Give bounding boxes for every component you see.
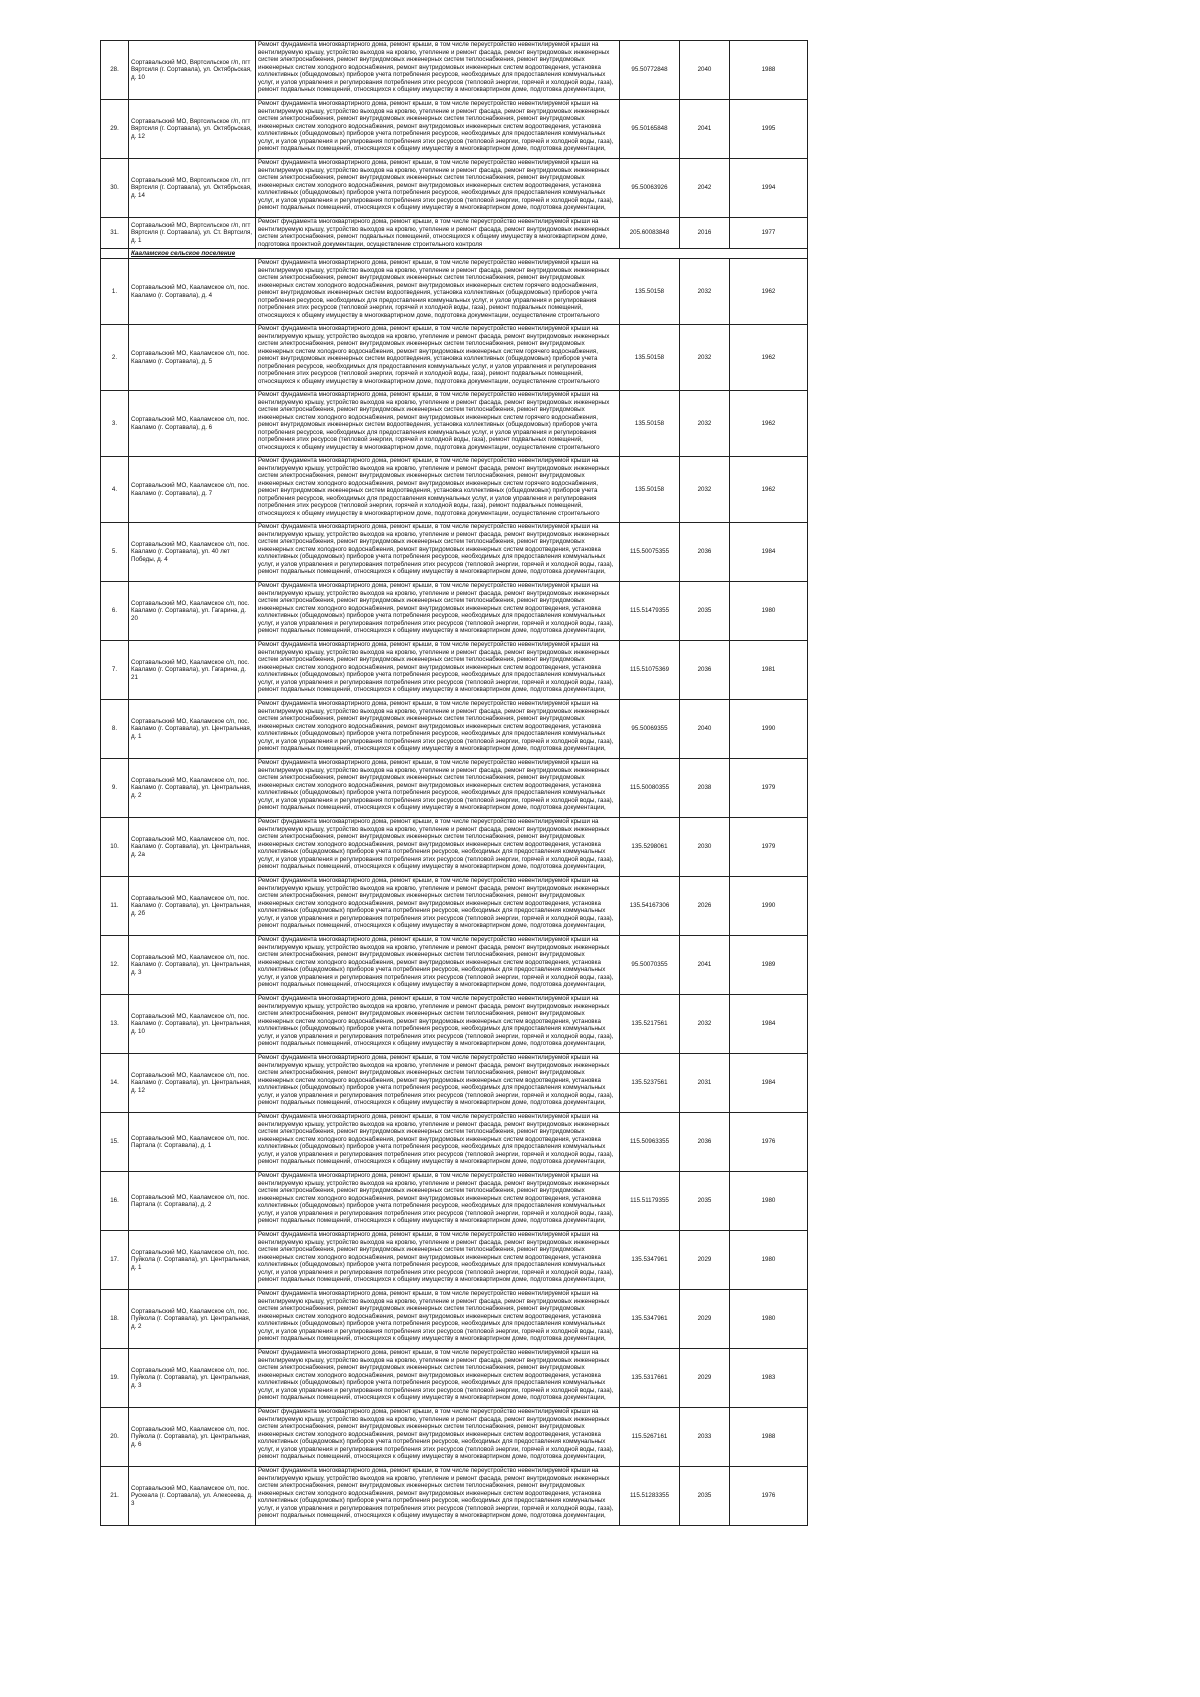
- planned-year-cell: 2026: [680, 877, 730, 936]
- cost-cell: 115.51479355: [620, 582, 680, 641]
- repair-program-table: [100, 40, 808, 1526]
- row-number: 7.: [101, 641, 129, 700]
- cost-cell: 115.50080355: [620, 759, 680, 818]
- table-row: [101, 41, 808, 100]
- address-cell: Сортавальский МО, Кааламское с/п, пос. Кааламо (г. Сортавала), ул. Центральная, д. 2б: [129, 877, 256, 936]
- table-row: [101, 259, 808, 325]
- address-cell: Сортавальский МО, Кааламское с/п, пос. Пуйкола (г. Сортавала), ул. Центральная, д. 2: [129, 1290, 256, 1349]
- table-row: [101, 457, 808, 523]
- works-description-cell: Ремонт фундамента многоквартирного дома, ремонт крыши, в том числе переустройство невентилируемой крыши на вентилируемую крышу, устройство выходов на кровлю, утепление и ремонт фасада, ремонт внутридомовых инженерных систем электроснабжения, ремонт внутридомовых инженерных систем теплоснабжения, ремонт внутридомовых инженерных систем холодного водоснабжения, ремонт внутридомовых инженерных систем водоотведения, установка коллективных (общедомовых) приборов учета потребления ресурсов, необходимых для предоставления коммунальных услуг, и узлов управления и регулирования потребления этих ресурсов (тепловой энергии, горячей и холодной воды, газа), ремонт подвальных помещений, относящихся к общему имуществу в многоквартирном доме, подготовка документации,: [256, 1408, 620, 1467]
- build-year-cell: 1980: [730, 1172, 808, 1231]
- planned-year-cell: 2029: [680, 1349, 730, 1408]
- planned-year-cell: 2032: [680, 325, 730, 391]
- row-number: 9.: [101, 759, 129, 818]
- works-description-cell: Ремонт фундамента многоквартирного дома, ремонт крыши, в том числе переустройство невентилируемой крыши на вентилируемую крышу, устройство выходов на кровлю, утепление и ремонт фасада, ремонт внутридомовых инженерных систем электроснабжения, ремонт внутридомовых инженерных систем теплоснабжения, ремонт внутридомовых инженерных систем холодного водоснабжения, ремонт внутридомовых инженерных систем водоотведения, установка коллективных (общедомовых) приборов учета потребления ресурсов, необходимых для предоставления коммунальных услуг, и узлов управления и регулирования потребления этих ресурсов (тепловой энергии, горячей и холодной воды, газа), ремонт подвальных помещений, относящихся к общему имуществу в многоквартирном доме, подготовка документации,: [256, 641, 620, 700]
- address-cell: Сортавальский МО, Кааламское с/п, пос. Кааламо (г. Сортавала), д. 7: [129, 457, 256, 523]
- works-description-cell: Ремонт фундамента многоквартирного дома, ремонт крыши, в том числе переустройство невентилируемой крыши на вентилируемую крышу, устройство выходов на кровлю, утепление и ремонт фасада, ремонт внутридомовых инженерных систем электроснабжения, ремонт внутридомовых инженерных систем теплоснабжения, ремонт внутридомовых инженерных систем холодного водоснабжения, ремонт внутридомовых инженерных систем водоотведения, установка коллективных (общедомовых) приборов учета потребления ресурсов, необходимых для предоставления коммунальных услуг, и узлов управления и регулирования потребления этих ресурсов (тепловой энергии, горячей и холодной воды, газа), ремонт подвальных помещений, относящихся к общему имуществу в многоквартирном доме, подготовка документации,: [256, 1054, 620, 1113]
- build-year-cell: 1980: [730, 1290, 808, 1349]
- table-row: [101, 936, 808, 995]
- row-number: 31.: [101, 218, 129, 249]
- table-body: [101, 41, 808, 1526]
- cost-cell: 135.5317661: [620, 1349, 680, 1408]
- works-description-cell: Ремонт фундамента многоквартирного дома, ремонт крыши, в том числе переустройство невентилируемой крыши на вентилируемую крышу, устройство выходов на кровлю, утепление и ремонт фасада, ремонт внутридомовых инженерных систем электроснабжения, ремонт подвальных помещений, относящихся к общему имуществу в многоквартирном доме, подготовка проектной документации, осуществление строительного контроля: [256, 218, 620, 249]
- cost-cell: 95.50772848: [620, 41, 680, 100]
- row-number: 5.: [101, 523, 129, 582]
- works-description-cell: Ремонт фундамента многоквартирного дома, ремонт крыши, в том числе переустройство невентилируемой крыши на вентилируемую крышу, устройство выходов на кровлю, утепление и ремонт фасада, ремонт внутридомовых инженерных систем электроснабжения, ремонт внутридомовых инженерных систем теплоснабжения, ремонт внутридомовых инженерных систем холодного водоснабжения, ремонт внутридомовых инженерных систем горячего водоснабжения, ремонт внутридомовых инженерных систем водоотведения, установка коллективных (общедомовых) приборов учета потребления ресурсов, необходимых для предоставления коммунальных услуг, и узлов управления и регулирования потребления этих ресурсов (тепловой энергии, горячей и холодной воды, газа), ремонт подвальных помещений, относящихся к общему имуществу в многоквартирном доме, подготовка документации, осуществление строительного: [256, 457, 620, 523]
- build-year-cell: 1979: [730, 759, 808, 818]
- planned-year-cell: 2016: [680, 218, 730, 249]
- table-row: [101, 818, 808, 877]
- address-cell: Сортавальский МО, Вяртсильское г/п, пгт Вяртсиля (г. Сортавала), ул. Октябрьская, д. 10: [129, 41, 256, 100]
- build-year-cell: 1979: [730, 818, 808, 877]
- address-cell: Сортавальский МО, Кааламское с/п, пос. Кааламо (г. Сортавала), ул. Центральная, д. 2а: [129, 818, 256, 877]
- row-number: 16.: [101, 1172, 129, 1231]
- row-number: 8.: [101, 700, 129, 759]
- build-year-cell: 1984: [730, 995, 808, 1054]
- works-description-cell: Ремонт фундамента многоквартирного дома, ремонт крыши, в том числе переустройство невентилируемой крыши на вентилируемую крышу, устройство выходов на кровлю, утепление и ремонт фасада, ремонт внутридомовых инженерных систем электроснабжения, ремонт внутридомовых инженерных систем теплоснабжения, ремонт внутридомовых инженерных систем холодного водоснабжения, ремонт внутридомовых инженерных систем водоотведения, установка коллективных (общедомовых) приборов учета потребления ресурсов, необходимых для предоставления коммунальных услуг, и узлов управления и регулирования потребления этих ресурсов (тепловой энергии, горячей и холодной воды, газа), ремонт подвальных помещений, относящихся к общему имуществу в многоквартирном доме, подготовка документации,: [256, 877, 620, 936]
- cost-cell: 135.5298061: [620, 818, 680, 877]
- planned-year-cell: 2030: [680, 818, 730, 877]
- address-cell: Сортавальский МО, Вяртсильское г/п, пгт Вяртсиля (г. Сортавала), ул. Ст. Вяртсиля, д. 1: [129, 218, 256, 249]
- cost-cell: 115.50075355: [620, 523, 680, 582]
- table-row: [101, 1113, 808, 1172]
- cost-cell: 135.50158: [620, 325, 680, 391]
- build-year-cell: 1988: [730, 41, 808, 100]
- build-year-cell: 1988: [730, 1408, 808, 1467]
- address-cell: Сортавальский МО, Кааламское с/п, пос. Партала (г. Сортавала), д. 1: [129, 1113, 256, 1172]
- works-description-cell: Ремонт фундамента многоквартирного дома, ремонт крыши, в том числе переустройство невентилируемой крыши на вентилируемую крышу, устройство выходов на кровлю, утепление и ремонт фасада, ремонт внутридомовых инженерных систем электроснабжения, ремонт внутридомовых инженерных систем теплоснабжения, ремонт внутридомовых инженерных систем холодного водоснабжения, ремонт внутридомовых инженерных систем водоотведения, установка коллективных (общедомовых) приборов учета потребления ресурсов, необходимых для предоставления коммунальных услуг, и узлов управления и регулирования потребления этих ресурсов (тепловой энергии, горячей и холодной воды, газа), ремонт подвальных помещений, относящихся к общему имуществу в многоквартирном доме, подготовка документации,: [256, 1231, 620, 1290]
- table-row: [101, 1172, 808, 1231]
- table-row: [101, 759, 808, 818]
- build-year-cell: 1962: [730, 391, 808, 457]
- address-cell: Сортавальский МО, Кааламское с/п, пос. Кааламо (г. Сортавала), д. 6: [129, 391, 256, 457]
- row-number: 21.: [101, 1467, 129, 1526]
- works-description-cell: Ремонт фундамента многоквартирного дома, ремонт крыши, в том числе переустройство невентилируемой крыши на вентилируемую крышу, устройство выходов на кровлю, утепление и ремонт фасада, ремонт внутридомовых инженерных систем электроснабжения, ремонт внутридомовых инженерных систем теплоснабжения, ремонт внутридомовых инженерных систем холодного водоснабжения, ремонт внутридомовых инженерных систем водоотведения, установка коллективных (общедомовых) приборов учета потребления ресурсов, необходимых для предоставления коммунальных услуг, и узлов управления и регулирования потребления этих ресурсов (тепловой энергии, горячей и холодной воды, газа), ремонт подвальных помещений, относящихся к общему имуществу в многоквартирном доме, подготовка документации,: [256, 700, 620, 759]
- row-number: 20.: [101, 1408, 129, 1467]
- works-description-cell: Ремонт фундамента многоквартирного дома, ремонт крыши, в том числе переустройство невентилируемой крыши на вентилируемую крышу, устройство выходов на кровлю, утепление и ремонт фасада, ремонт внутридомовых инженерных систем электроснабжения, ремонт внутридомовых инженерных систем теплоснабжения, ремонт внутридомовых инженерных систем холодного водоснабжения, ремонт внутридомовых инженерных систем водоотведения, установка коллективных (общедомовых) приборов учета потребления ресурсов, необходимых для предоставления коммунальных услуг, и узлов управления и регулирования потребления этих ресурсов (тепловой энергии, горячей и холодной воды, газа), ремонт подвальных помещений, относящихся к общему имуществу в многоквартирном доме, подготовка документации,: [256, 1467, 620, 1526]
- row-number: 2.: [101, 325, 129, 391]
- table-row: [101, 995, 808, 1054]
- address-cell: Сортавальский МО, Кааламское с/п, пос. Кааламо (г. Сортавала), ул. 40 лет Победы, д. 4: [129, 523, 256, 582]
- build-year-cell: 1962: [730, 259, 808, 325]
- address-cell: Сортавальский МО, Вяртсильское г/п, пгт Вяртсиля (г. Сортавала), ул. Октябрьская, д. 14: [129, 159, 256, 218]
- table-row: [101, 100, 808, 159]
- works-description-cell: Ремонт фундамента многоквартирного дома, ремонт крыши, в том числе переустройство невентилируемой крыши на вентилируемую крышу, устройство выходов на кровлю, утепление и ремонт фасада, ремонт внутридомовых инженерных систем электроснабжения, ремонт внутридомовых инженерных систем теплоснабжения, ремонт внутридомовых инженерных систем холодного водоснабжения, ремонт внутридомовых инженерных систем водоотведения, установка коллективных (общедомовых) приборов учета потребления ресурсов, необходимых для предоставления коммунальных услуг, и узлов управления и регулирования потребления этих ресурсов (тепловой энергии, горячей и холодной воды, газа), ремонт подвальных помещений, относящихся к общему имуществу в многоквартирном доме, подготовка документации,: [256, 41, 620, 100]
- address-cell: Сортавальский МО, Кааламское с/п, пос. Кааламо (г. Сортавала), ул. Гагарина, д. 21: [129, 641, 256, 700]
- build-year-cell: 1962: [730, 457, 808, 523]
- cost-cell: 135.50158: [620, 391, 680, 457]
- planned-year-cell: 2029: [680, 1231, 730, 1290]
- planned-year-cell: 2035: [680, 582, 730, 641]
- works-description-cell: Ремонт фундамента многоквартирного дома, ремонт крыши, в том числе переустройство невентилируемой крыши на вентилируемую крышу, устройство выходов на кровлю, утепление и ремонт фасада, ремонт внутридомовых инженерных систем электроснабжения, ремонт внутридомовых инженерных систем теплоснабжения, ремонт внутридомовых инженерных систем холодного водоснабжения, ремонт внутридомовых инженерных систем горячего водоснабжения, ремонт внутридомовых инженерных систем водоотведения, установка коллективных (общедомовых) приборов учета потребления ресурсов, необходимых для предоставления коммунальных услуг, и узлов управления и регулирования потребления этих ресурсов (тепловой энергии, горячей и холодной воды, газа), ремонт подвальных помещений, относящихся к общему имуществу в многоквартирном доме, подготовка документации, осуществление строительного: [256, 325, 620, 391]
- cost-cell: 95.50070355: [620, 936, 680, 995]
- works-description-cell: Ремонт фундамента многоквартирного дома, ремонт крыши, в том числе переустройство невентилируемой крыши на вентилируемую крышу, устройство выходов на кровлю, утепление и ремонт фасада, ремонт внутридомовых инженерных систем электроснабжения, ремонт внутридомовых инженерных систем теплоснабжения, ремонт внутридомовых инженерных систем холодного водоснабжения, ремонт внутридомовых инженерных систем водоотведения, установка коллективных (общедомовых) приборов учета потребления ресурсов, необходимых для предоставления коммунальных услуг, и узлов управления и регулирования потребления этих ресурсов (тепловой энергии, горячей и холодной воды, газа), ремонт подвальных помещений, относящихся к общему имуществу в многоквартирном доме, подготовка документации,: [256, 1172, 620, 1231]
- table-row: [101, 641, 808, 700]
- address-cell: Сортавальский МО, Кааламское с/п, пос. Кааламо (г. Сортавала), ул. Гагарина, д. 20: [129, 582, 256, 641]
- address-cell: Сортавальский МО, Кааламское с/п, пос. Кааламо (г. Сортавала), ул. Центральная, д. 10: [129, 995, 256, 1054]
- cost-cell: 135.5217561: [620, 995, 680, 1054]
- planned-year-cell: 2040: [680, 700, 730, 759]
- build-year-cell: 1989: [730, 936, 808, 995]
- works-description-cell: Ремонт фундамента многоквартирного дома, ремонт крыши, в том числе переустройство невентилируемой крыши на вентилируемую крышу, устройство выходов на кровлю, утепление и ремонт фасада, ремонт внутридомовых инженерных систем электроснабжения, ремонт внутридомовых инженерных систем теплоснабжения, ремонт внутридомовых инженерных систем холодного водоснабжения, ремонт внутридомовых инженерных систем водоотведения, установка коллективных (общедомовых) приборов учета потребления ресурсов, необходимых для предоставления коммунальных услуг, и узлов управления и регулирования потребления этих ресурсов (тепловой энергии, горячей и холодной воды, газа), ремонт подвальных помещений, относящихся к общему имуществу в многоквартирном доме, подготовка документации,: [256, 1290, 620, 1349]
- table-row: [101, 1349, 808, 1408]
- cost-cell: 135.5237561: [620, 1054, 680, 1113]
- cost-cell: 135.5347961: [620, 1231, 680, 1290]
- planned-year-cell: 2035: [680, 1467, 730, 1526]
- row-number: 4.: [101, 457, 129, 523]
- table-row: [101, 159, 808, 218]
- address-cell: Сортавальский МО, Кааламское с/п, пос. Кааламо (г. Сортавала), д. 4: [129, 259, 256, 325]
- planned-year-cell: 2032: [680, 391, 730, 457]
- section-spacer: [101, 249, 129, 259]
- table-row: [101, 877, 808, 936]
- table-row: [101, 1467, 808, 1526]
- cost-cell: 95.50165848: [620, 100, 680, 159]
- build-year-cell: 1962: [730, 325, 808, 391]
- section-title: Кааламское сельское поселение: [129, 249, 808, 259]
- address-cell: Сортавальский МО, Кааламское с/п, пос. Пуйкола (г. Сортавала), ул. Центральная, д. 6: [129, 1408, 256, 1467]
- build-year-cell: 1976: [730, 1113, 808, 1172]
- address-cell: Сортавальский МО, Кааламское с/п, пос. Кааламо (г. Сортавала), ул. Центральная, д. 2: [129, 759, 256, 818]
- row-number: 19.: [101, 1349, 129, 1408]
- build-year-cell: 1977: [730, 218, 808, 249]
- works-description-cell: Ремонт фундамента многоквартирного дома, ремонт крыши, в том числе переустройство невентилируемой крыши на вентилируемую крышу, устройство выходов на кровлю, утепление и ремонт фасада, ремонт внутридомовых инженерных систем электроснабжения, ремонт внутридомовых инженерных систем теплоснабжения, ремонт внутридомовых инженерных систем холодного водоснабжения, ремонт внутридомовых инженерных систем водоотведения, установка коллективных (общедомовых) приборов учета потребления ресурсов, необходимых для предоставления коммунальных услуг, и узлов управления и регулирования потребления этих ресурсов (тепловой энергии, горячей и холодной воды, газа), ремонт подвальных помещений, относящихся к общему имуществу в многоквартирном доме, подготовка документации,: [256, 936, 620, 995]
- planned-year-cell: 2035: [680, 1172, 730, 1231]
- cost-cell: 135.5347961: [620, 1290, 680, 1349]
- planned-year-cell: 2038: [680, 759, 730, 818]
- works-description-cell: Ремонт фундамента многоквартирного дома, ремонт крыши, в том числе переустройство невентилируемой крыши на вентилируемую крышу, устройство выходов на кровлю, утепление и ремонт фасада, ремонт внутридомовых инженерных систем электроснабжения, ремонт внутридомовых инженерных систем теплоснабжения, ремонт внутридомовых инженерных систем холодного водоснабжения, ремонт внутридомовых инженерных систем водоотведения, установка коллективных (общедомовых) приборов учета потребления ресурсов, необходимых для предоставления коммунальных услуг, и узлов управления и регулирования потребления этих ресурсов (тепловой энергии, горячей и холодной воды, газа), ремонт подвальных помещений, относящихся к общему имуществу в многоквартирном доме, подготовка документации,: [256, 159, 620, 218]
- table-row: [101, 218, 808, 249]
- cost-cell: 95.50069355: [620, 700, 680, 759]
- planned-year-cell: 2031: [680, 1054, 730, 1113]
- row-number: 29.: [101, 100, 129, 159]
- build-year-cell: 1981: [730, 641, 808, 700]
- planned-year-cell: 2040: [680, 41, 730, 100]
- cost-cell: 205.60083848: [620, 218, 680, 249]
- address-cell: Сортавальский МО, Кааламское с/п, пос. Пуйкола (г. Сортавала), ул. Центральная, д. 3: [129, 1349, 256, 1408]
- row-number: 10.: [101, 818, 129, 877]
- planned-year-cell: 2032: [680, 259, 730, 325]
- build-year-cell: 1990: [730, 877, 808, 936]
- table-row: [101, 523, 808, 582]
- row-number: 12.: [101, 936, 129, 995]
- table-row: [101, 700, 808, 759]
- works-description-cell: Ремонт фундамента многоквартирного дома, ремонт крыши, в том числе переустройство невентилируемой крыши на вентилируемую крышу, устройство выходов на кровлю, утепление и ремонт фасада, ремонт внутридомовых инженерных систем электроснабжения, ремонт внутридомовых инженерных систем теплоснабжения, ремонт внутридомовых инженерных систем холодного водоснабжения, ремонт внутридомовых инженерных систем водоотведения, установка коллективных (общедомовых) приборов учета потребления ресурсов, необходимых для предоставления коммунальных услуг, и узлов управления и регулирования потребления этих ресурсов (тепловой энергии, горячей и холодной воды, газа), ремонт подвальных помещений, относящихся к общему имуществу в многоквартирном доме, подготовка документации,: [256, 995, 620, 1054]
- works-description-cell: Ремонт фундамента многоквартирного дома, ремонт крыши, в том числе переустройство невентилируемой крыши на вентилируемую крышу, устройство выходов на кровлю, утепление и ремонт фасада, ремонт внутридомовых инженерных систем электроснабжения, ремонт внутридомовых инженерных систем теплоснабжения, ремонт внутридомовых инженерных систем холодного водоснабжения, ремонт внутридомовых инженерных систем водоотведения, установка коллективных (общедомовых) приборов учета потребления ресурсов, необходимых для предоставления коммунальных услуг, и узлов управления и регулирования потребления этих ресурсов (тепловой энергии, горячей и холодной воды, газа), ремонт подвальных помещений, относящихся к общему имуществу в многоквартирном доме, подготовка документации,: [256, 100, 620, 159]
- build-year-cell: 1983: [730, 1349, 808, 1408]
- address-cell: Сортавальский МО, Кааламское с/п, пос. Партала (г. Сортавала), д. 2: [129, 1172, 256, 1231]
- works-description-cell: Ремонт фундамента многоквартирного дома, ремонт крыши, в том числе переустройство невентилируемой крыши на вентилируемую крышу, устройство выходов на кровлю, утепление и ремонт фасада, ремонт внутридомовых инженерных систем электроснабжения, ремонт внутридомовых инженерных систем теплоснабжения, ремонт внутридомовых инженерных систем холодного водоснабжения, ремонт внутридомовых инженерных систем горячего водоснабжения, ремонт внутридомовых инженерных систем водоотведения, установка коллективных (общедомовых) приборов учета потребления ресурсов, необходимых для предоставления коммунальных услуг, и узлов управления и регулирования потребления этих ресурсов (тепловой энергии, горячей и холодной воды, газа), ремонт подвальных помещений, относящихся к общему имуществу в многоквартирном доме, подготовка документации, осуществление строительного: [256, 391, 620, 457]
- row-number: 6.: [101, 582, 129, 641]
- build-year-cell: 1980: [730, 1231, 808, 1290]
- works-description-cell: Ремонт фундамента многоквартирного дома, ремонт крыши, в том числе переустройство невентилируемой крыши на вентилируемую крышу, устройство выходов на кровлю, утепление и ремонт фасада, ремонт внутридомовых инженерных систем электроснабжения, ремонт внутридомовых инженерных систем теплоснабжения, ремонт внутридомовых инженерных систем холодного водоснабжения, ремонт внутридомовых инженерных систем водоотведения, установка коллективных (общедомовых) приборов учета потребления ресурсов, необходимых для предоставления коммунальных услуг, и узлов управления и регулирования потребления этих ресурсов (тепловой энергии, горячей и холодной воды, газа), ремонт подвальных помещений, относящихся к общему имуществу в многоквартирном доме, подготовка документации,: [256, 582, 620, 641]
- build-year-cell: 1990: [730, 700, 808, 759]
- row-number: 13.: [101, 995, 129, 1054]
- cost-cell: 115.5267161: [620, 1408, 680, 1467]
- works-description-cell: Ремонт фундамента многоквартирного дома, ремонт крыши, в том числе переустройство невентилируемой крыши на вентилируемую крышу, устройство выходов на кровлю, утепление и ремонт фасада, ремонт внутридомовых инженерных систем электроснабжения, ремонт внутридомовых инженерных систем теплоснабжения, ремонт внутридомовых инженерных систем холодного водоснабжения, ремонт внутридомовых инженерных систем водоотведения, установка коллективных (общедомовых) приборов учета потребления ресурсов, необходимых для предоставления коммунальных услуг, и узлов управления и регулирования потребления этих ресурсов (тепловой энергии, горячей и холодной воды, газа), ремонт подвальных помещений, относящихся к общему имуществу в многоквартирном доме, подготовка документации,: [256, 1113, 620, 1172]
- build-year-cell: 1995: [730, 100, 808, 159]
- works-description-cell: Ремонт фундамента многоквартирного дома, ремонт крыши, в том числе переустройство невентилируемой крыши на вентилируемую крышу, устройство выходов на кровлю, утепление и ремонт фасада, ремонт внутридомовых инженерных систем электроснабжения, ремонт внутридомовых инженерных систем теплоснабжения, ремонт внутридомовых инженерных систем холодного водоснабжения, ремонт внутридомовых инженерных систем горячего водоснабжения, ремонт внутридомовых инженерных систем водоотведения, установка коллективных (общедомовых) приборов учета потребления ресурсов, необходимых для предоставления коммунальных услуг, и узлов управления и регулирования потребления этих ресурсов (тепловой энергии, горячей и холодной воды, газа), ремонт подвальных помещений, относящихся к общему имуществу в многоквартирном доме, подготовка документации, осуществление строительного: [256, 259, 620, 325]
- row-number: 1.: [101, 259, 129, 325]
- address-cell: Сортавальский МО, Кааламское с/п, пос. Кааламо (г. Сортавала), ул. Центральная, д. 12: [129, 1054, 256, 1113]
- build-year-cell: 1984: [730, 1054, 808, 1113]
- cost-cell: 135.54167306: [620, 877, 680, 936]
- planned-year-cell: 2041: [680, 100, 730, 159]
- planned-year-cell: 2032: [680, 457, 730, 523]
- build-year-cell: 1980: [730, 582, 808, 641]
- works-description-cell: Ремонт фундамента многоквартирного дома, ремонт крыши, в том числе переустройство невентилируемой крыши на вентилируемую крышу, устройство выходов на кровлю, утепление и ремонт фасада, ремонт внутридомовых инженерных систем электроснабжения, ремонт внутридомовых инженерных систем теплоснабжения, ремонт внутридомовых инженерных систем холодного водоснабжения, ремонт внутридомовых инженерных систем водоотведения, установка коллективных (общедомовых) приборов учета потребления ресурсов, необходимых для предоставления коммунальных услуг, и узлов управления и регулирования потребления этих ресурсов (тепловой энергии, горячей и холодной воды, газа), ремонт подвальных помещений, относящихся к общему имуществу в многоквартирном доме, подготовка документации,: [256, 523, 620, 582]
- planned-year-cell: 2042: [680, 159, 730, 218]
- planned-year-cell: 2032: [680, 995, 730, 1054]
- row-number: 3.: [101, 391, 129, 457]
- build-year-cell: 1984: [730, 523, 808, 582]
- planned-year-cell: 2033: [680, 1408, 730, 1467]
- address-cell: Сортавальский МО, Кааламское с/п, пос. Пуйкола (г. Сортавала), ул. Центральная, д. 1: [129, 1231, 256, 1290]
- cost-cell: 135.50158: [620, 259, 680, 325]
- works-description-cell: Ремонт фундамента многоквартирного дома, ремонт крыши, в том числе переустройство невентилируемой крыши на вентилируемую крышу, устройство выходов на кровлю, утепление и ремонт фасада, ремонт внутридомовых инженерных систем электроснабжения, ремонт внутридомовых инженерных систем теплоснабжения, ремонт внутридомовых инженерных систем холодного водоснабжения, ремонт внутридомовых инженерных систем водоотведения, установка коллективных (общедомовых) приборов учета потребления ресурсов, необходимых для предоставления коммунальных услуг, и узлов управления и регулирования потребления этих ресурсов (тепловой энергии, горячей и холодной воды, газа), ремонт подвальных помещений, относящихся к общему имуществу в многоквартирном доме, подготовка документации,: [256, 759, 620, 818]
- row-number: 14.: [101, 1054, 129, 1113]
- row-number: 18.: [101, 1290, 129, 1349]
- cost-cell: 115.51075369: [620, 641, 680, 700]
- address-cell: Сортавальский МО, Кааламское с/п, пос. Рускеала (г. Сортавала), ул. Алексеева, д. 3: [129, 1467, 256, 1526]
- build-year-cell: 1994: [730, 159, 808, 218]
- table-row: [101, 391, 808, 457]
- planned-year-cell: 2041: [680, 936, 730, 995]
- row-number: 30.: [101, 159, 129, 218]
- address-cell: Сортавальский МО, Вяртсильское г/п, пгт Вяртсиля (г. Сортавала), ул. Октябрьская, д. 12: [129, 100, 256, 159]
- address-cell: Сортавальский МО, Кааламское с/п, пос. Кааламо (г. Сортавала), ул. Центральная, д. 3: [129, 936, 256, 995]
- cost-cell: 115.51179355: [620, 1172, 680, 1231]
- cost-cell: 95.50063926: [620, 159, 680, 218]
- address-cell: Сортавальский МО, Кааламское с/п, пос. Кааламо (г. Сортавала), ул. Центральная, д. 1: [129, 700, 256, 759]
- cost-cell: 115.50963355: [620, 1113, 680, 1172]
- cost-cell: 135.50158: [620, 457, 680, 523]
- row-number: 17.: [101, 1231, 129, 1290]
- planned-year-cell: 2036: [680, 523, 730, 582]
- table-row: [101, 325, 808, 391]
- section-row: [101, 249, 808, 259]
- table-row: [101, 1231, 808, 1290]
- row-number: 15.: [101, 1113, 129, 1172]
- address-cell: Сортавальский МО, Кааламское с/п, пос. Кааламо (г. Сортавала), д. 5: [129, 325, 256, 391]
- document-sheet: [100, 40, 807, 1526]
- table-row: [101, 1408, 808, 1467]
- row-number: 28.: [101, 41, 129, 100]
- table-row: [101, 1054, 808, 1113]
- works-description-cell: Ремонт фундамента многоквартирного дома, ремонт крыши, в том числе переустройство невентилируемой крыши на вентилируемую крышу, устройство выходов на кровлю, утепление и ремонт фасада, ремонт внутридомовых инженерных систем электроснабжения, ремонт внутридомовых инженерных систем теплоснабжения, ремонт внутридомовых инженерных систем холодного водоснабжения, ремонт внутридомовых инженерных систем водоотведения, установка коллективных (общедомовых) приборов учета потребления ресурсов, необходимых для предоставления коммунальных услуг, и узлов управления и регулирования потребления этих ресурсов (тепловой энергии, горячей и холодной воды, газа), ремонт подвальных помещений, относящихся к общему имуществу в многоквартирном доме, подготовка документации,: [256, 818, 620, 877]
- table-row: [101, 582, 808, 641]
- table-row: [101, 1290, 808, 1349]
- works-description-cell: Ремонт фундамента многоквартирного дома, ремонт крыши, в том числе переустройство невентилируемой крыши на вентилируемую крышу, устройство выходов на кровлю, утепление и ремонт фасада, ремонт внутридомовых инженерных систем электроснабжения, ремонт внутридомовых инженерных систем теплоснабжения, ремонт внутридомовых инженерных систем холодного водоснабжения, ремонт внутридомовых инженерных систем водоотведения, установка коллективных (общедомовых) приборов учета потребления ресурсов, необходимых для предоставления коммунальных услуг, и узлов управления и регулирования потребления этих ресурсов (тепловой энергии, горячей и холодной воды, газа), ремонт подвальных помещений, относящихся к общему имуществу в многоквартирном доме, подготовка документации,: [256, 1349, 620, 1408]
- planned-year-cell: 2036: [680, 641, 730, 700]
- planned-year-cell: 2029: [680, 1290, 730, 1349]
- cost-cell: 115.51283355: [620, 1467, 680, 1526]
- planned-year-cell: 2036: [680, 1113, 730, 1172]
- build-year-cell: 1976: [730, 1467, 808, 1526]
- row-number: 11.: [101, 877, 129, 936]
